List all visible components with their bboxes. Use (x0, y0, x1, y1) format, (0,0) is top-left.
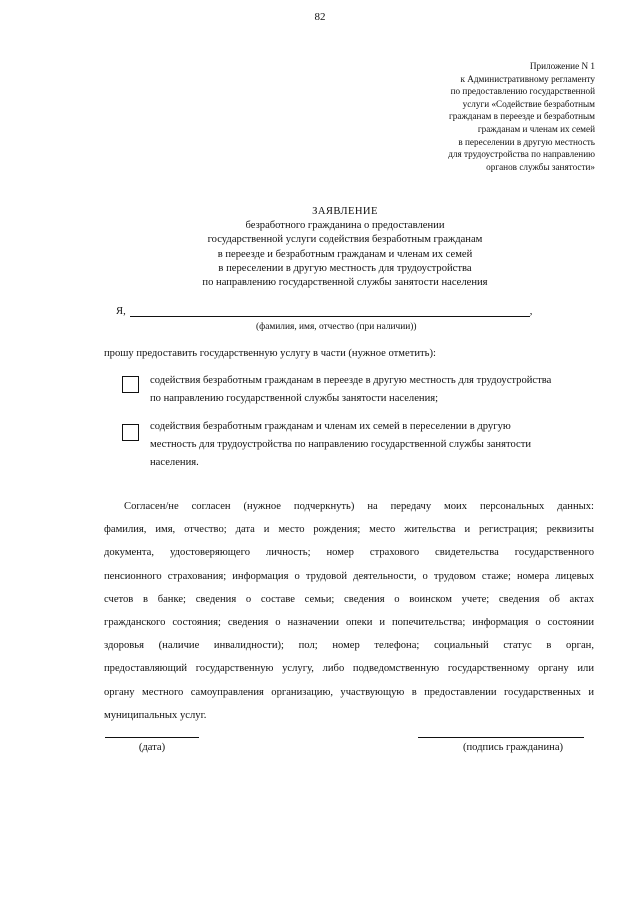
appendix-line: гражданам и членам их семей (477, 123, 595, 134)
appendix-line: гражданам в переезде и безработным (449, 111, 595, 122)
signature-label: (подпись гражданина) (462, 742, 564, 753)
citizen-signature-line[interactable] (418, 737, 584, 738)
title-line: по направлению государственной службы занятости населения (202, 277, 488, 289)
consent-line: муниципальных услуг. (104, 709, 207, 721)
title-line: в переселении в другую местность для трудоустройства (218, 262, 472, 274)
appendix-line: по предоставлению государственной (450, 86, 595, 97)
appendix-line: услуги «Содействие безработным (462, 98, 595, 109)
applicant-prefix: Я, (116, 306, 126, 317)
consent-line: Согласен/не согласен (нужное подчеркнуть) на передачу моих персональных данных: (124, 501, 594, 512)
appendix-line: в переселении в другую местность (458, 136, 595, 147)
applicant-name-hint: (фамилия, имя, отчество (при наличии)) (256, 322, 417, 332)
applicant-name-row (116, 305, 532, 317)
consent-paragraph (104, 495, 594, 727)
appendix-line: для трудоустройства по направлению (448, 149, 595, 160)
option-line: населения. (150, 457, 199, 468)
consent-line: документа, удостоверяющего личность; номер страхового свидетельства государственного (104, 547, 594, 559)
title-line: безработного гражданина о предоставлении (245, 220, 445, 232)
option-line: по направлению государственной службы занятости населения; (150, 393, 439, 404)
appendix-header (375, 60, 595, 173)
page-number: 82 (314, 11, 326, 23)
consent-line: счетов в банке; сведения о составе семьи; сведения о воинском учете; сведения об актах (104, 593, 594, 605)
document-title-block (180, 205, 510, 290)
applicant-name-field[interactable] (130, 305, 530, 317)
title-line: государственной услуги содействия безработным гражданам (207, 234, 483, 246)
option-relocation-text (150, 372, 551, 408)
request-text: прошу предоставить государственную услугу в части (нужное отметить): (104, 348, 436, 359)
option-relocation-checkbox[interactable] (122, 376, 139, 393)
consent-line: органу местного самоуправления организацию, участвующую в предоставлении государственных и (104, 686, 594, 698)
option-line: содействия безработным гражданам и членам их семей в переселении в другую (150, 421, 511, 432)
option-line: местность для трудоустройства по направлению государственной службы занятости (150, 439, 532, 450)
appendix-line: к Административному регламенту (460, 73, 595, 84)
applicant-suffix: , (529, 306, 533, 317)
option-resettlement-text (150, 418, 531, 472)
date-label: (дата) (138, 742, 166, 753)
consent-line: пенсионного страхования; информация о трудовой деятельности, о трудовом стаже; номера лицевых (104, 570, 594, 582)
appendix-line: Приложение N 1 (529, 61, 595, 71)
option-resettlement-checkbox[interactable] (122, 424, 139, 441)
date-signature-line[interactable] (105, 737, 199, 738)
consent-line: предоставляющий государственную услугу, либо подведомственную государственному органу или (104, 663, 594, 675)
consent-line: здоровья (наличие инвалидности); пол; номер телефона; социальный статус в орган, (104, 640, 594, 652)
consent-line: фамилия, имя, отчество; дата и место рождения; место жительства и регистрация; реквизиты (104, 524, 594, 536)
title-line: в переезде и безработным гражданам и членам их семей (217, 248, 473, 260)
consent-line: гражданского состояния; сведения о назначении опеки и попечительства; информация о состоянии (104, 616, 594, 628)
option-line: содействия безработным гражданам в переезде в другую местность для трудоустройства (150, 375, 552, 386)
document-title: ЗАЯВЛЕНИЕ (312, 206, 378, 217)
appendix-line: органов службы занятости» (486, 161, 595, 172)
